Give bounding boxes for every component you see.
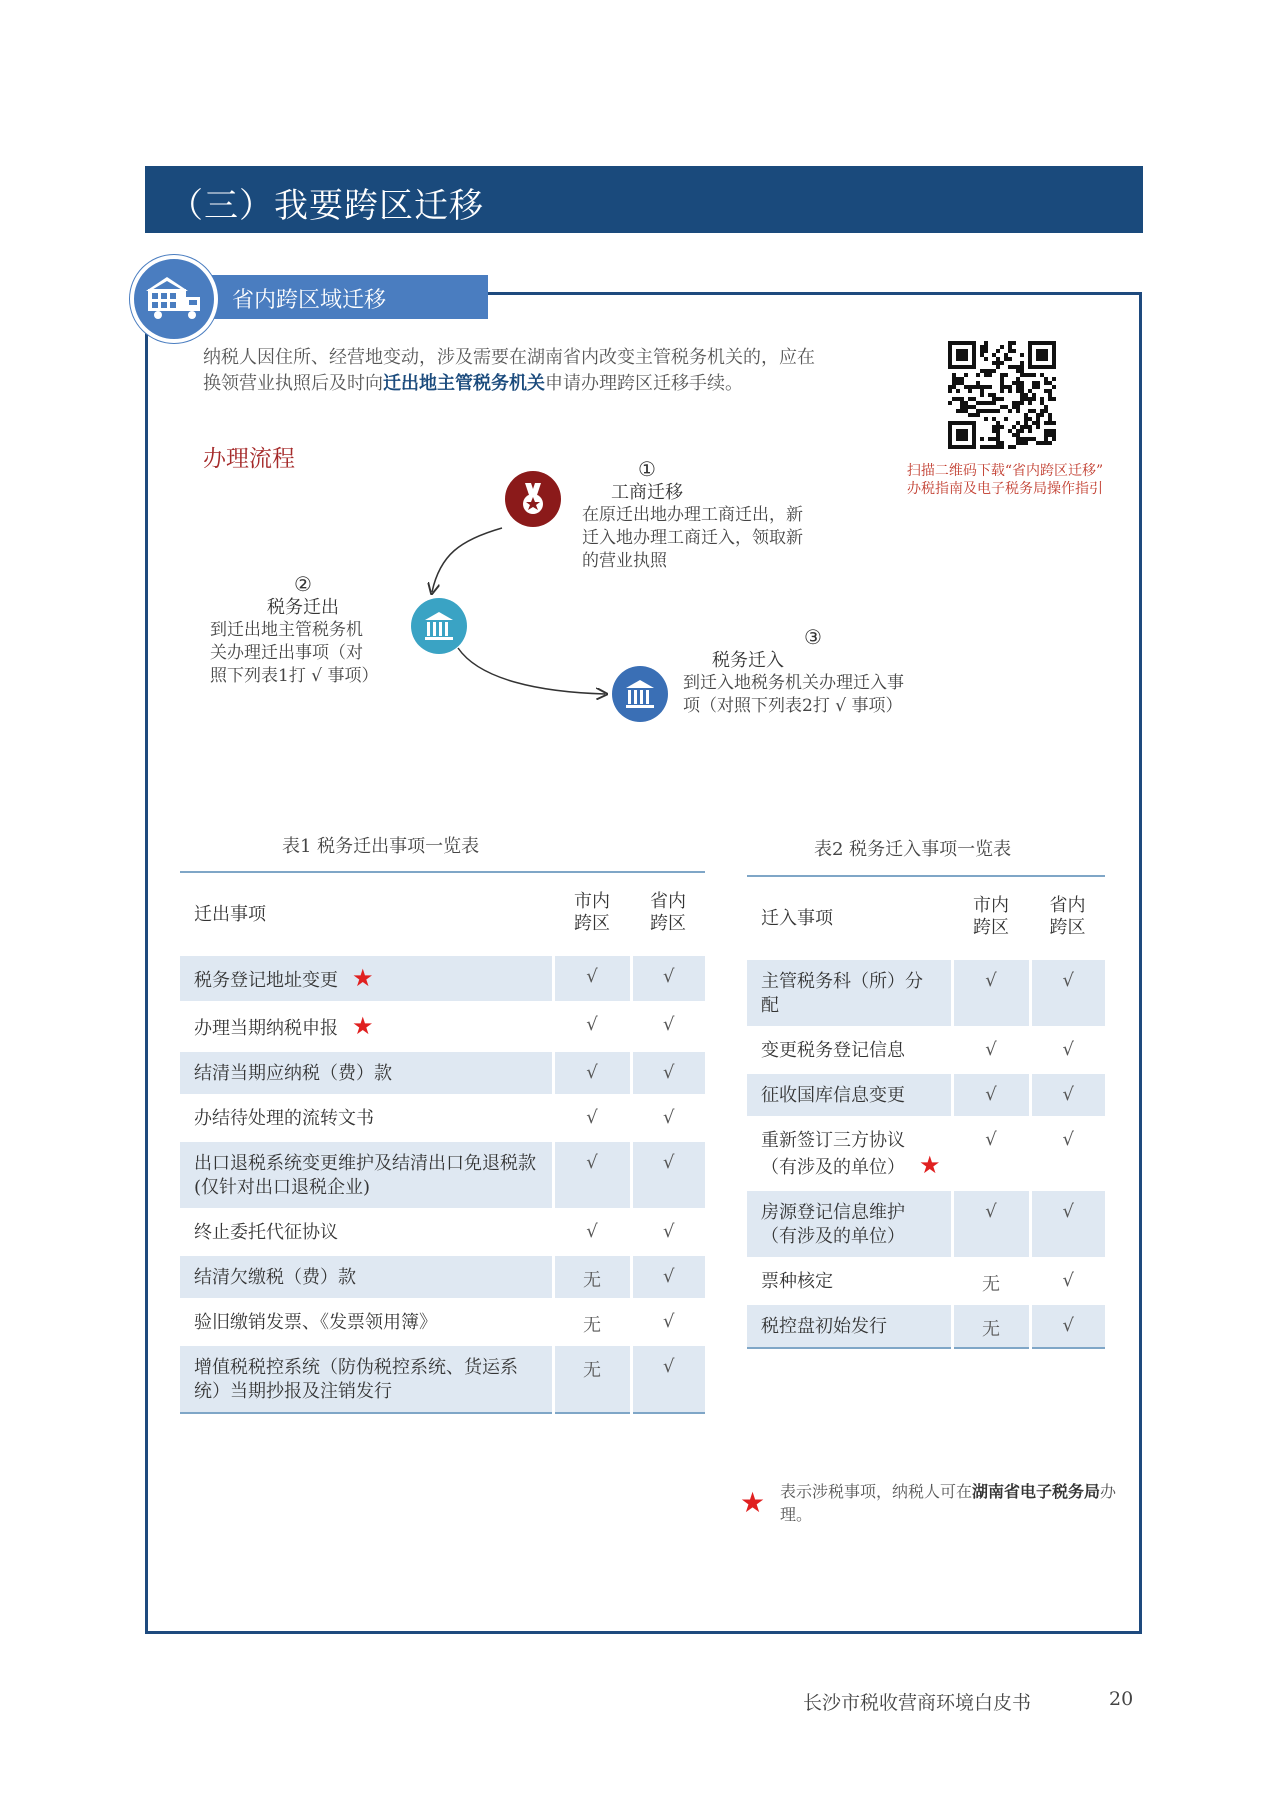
table-row [747,959,1105,1028]
footer-book-title: 长沙市税收营商环境白皮书 [803,1692,1032,1714]
table-row [180,1141,705,1210]
section-title: （三）我要跨区迁移 [169,186,484,226]
cell-city: 无 [553,1300,631,1345]
star-icon: ★ [352,1012,374,1040]
intro-text [203,345,903,397]
table1-header: 迁出事项 市内 跨区 省内 跨区 [180,872,705,955]
cell-city: √ [952,1190,1030,1259]
table-row [180,1300,705,1345]
row-item: 验旧缴销发票、《发票领用簿》 [180,1300,553,1345]
cell-prov: √ [631,1300,705,1345]
cell-prov: √ [631,1051,705,1096]
cell-prov: √ [1030,1259,1105,1304]
medal-icon [505,471,561,527]
legend-text: 表示涉税事项，纳税人可在湖南省电子税务局办理。 [780,1482,1117,1524]
row-item: 增值税税控系统（防伪税控系统、货运系统）当期抄报及注销发行 [180,1345,553,1414]
subsection-title: 省内跨区域迁移 [232,288,387,313]
cell-prov: √ [1030,1304,1105,1349]
row-item: 税务登记地址变更 ★ [180,955,553,1003]
cell-city: √ [952,1118,1030,1190]
table-row [747,1118,1105,1190]
header-city: 市内 跨区 [973,895,1009,938]
header-prov: 省内 跨区 [650,891,686,934]
table1 [180,871,705,1414]
bank-icon-outbound [411,598,467,654]
page-number: 20 [1109,1688,1134,1710]
row-item: 税控盘初始发行 [747,1304,952,1349]
header-prov: 省内 跨区 [1049,895,1086,938]
truck-warehouse-icon [130,255,218,343]
cell-prov: √ [1030,959,1105,1028]
step-2: ② 税务迁出 到迁出地主管税务机 关办理迁出事项（对 照下列表1打 √ 事项） [210,572,379,686]
intro-highlight: 迁出地主管税务机关 [383,373,545,394]
table-row [180,1051,705,1096]
table-row [180,955,705,1003]
row-item: 办理当期纳税申报 ★ [180,1003,553,1051]
row-item: 结清当期应纳税（费）款 [180,1051,553,1096]
cell-city: 无 [553,1255,631,1300]
cell-prov: √ [631,1255,705,1300]
row-item: 房源登记信息维护（有涉及的单位） [747,1190,952,1259]
cell-city: √ [553,1210,631,1255]
cell-prov: √ [631,1210,705,1255]
intro-line-1: 纳税人因住所、经营地变动，涉及需要在湖南省内改变主管税务机关的，应在 [203,347,815,368]
cell-city: 无 [553,1345,631,1414]
table-row [180,1210,705,1255]
table2-caption: 表2 税务迁入事项一览表 [814,839,1012,860]
legend-star-icon: ★ [740,1486,766,1519]
table-row [747,1190,1105,1259]
row-item: 结清欠缴税（费）款 [180,1255,553,1300]
row-item: 重新签订三方协议（有涉及的单位） ★ [747,1118,952,1190]
row-item: 征收国库信息变更 [747,1073,952,1118]
step-3: ③ 税务迁入 到迁入地税务机关办理迁入事 项（对照下列表2打 √ 事项） [683,625,904,716]
cell-city: √ [553,1096,631,1141]
cell-prov: √ [631,1003,705,1051]
cell-city: 无 [952,1304,1030,1349]
table-row [747,1028,1105,1073]
cell-city: √ [553,955,631,1003]
row-item: 出口退税系统变更维护及结清出口免退税款(仅针对出口退税企业) [180,1141,553,1210]
star-icon: ★ [352,964,374,992]
step-1: ① 工商迁移 在原迁出地办理工商迁出，新 迁入地办理工商迁入，领取新 的营业执照 [582,457,803,571]
table1-caption: 表1 税务迁出事项一览表 [282,836,480,857]
table2-header: 迁入事项 市内 跨区 省内 跨区 [747,876,1105,959]
subsection-banner [185,275,488,319]
cell-prov: √ [631,955,705,1003]
table-row [747,1304,1105,1349]
cell-city: √ [553,1141,631,1210]
cell-prov: √ [631,1141,705,1210]
cell-city: √ [952,1073,1030,1118]
table-row [747,1073,1105,1118]
intro-line-2: 换领营业执照后及时向迁出地主管税务机关申请办理跨区迁移手续。 [203,373,743,394]
row-item: 变更税务登记信息 [747,1028,952,1073]
cell-prov: √ [1030,1118,1105,1190]
row-item: 主管税务科（所）分配 [747,959,952,1028]
row-item: 票种核定 [747,1259,952,1304]
cell-prov: √ [631,1096,705,1141]
cell-city: √ [553,1003,631,1051]
section-banner [145,166,1143,233]
cell-city: √ [952,959,1030,1028]
cell-city: √ [553,1051,631,1096]
qr-code[interactable] [948,341,1056,449]
bank-icon-inbound [612,666,668,722]
table-row [180,1003,705,1051]
table-row [180,1096,705,1141]
cell-city: √ [952,1028,1030,1073]
cell-city: 无 [952,1259,1030,1304]
table-row [180,1255,705,1300]
cell-prov: √ [1030,1028,1105,1073]
star-icon: ★ [919,1151,941,1179]
flow-title: 办理流程 [203,446,295,472]
qr-caption: 扫描二维码下载“省内跨区迁移” 办税指南及电子税务局操作指引 [906,463,1104,497]
row-item: 终止委托代征协议 [180,1210,553,1255]
cell-prov: √ [1030,1190,1105,1259]
table-row [180,1345,705,1414]
cell-prov: √ [1030,1073,1105,1118]
header-city: 市内 跨区 [574,891,610,934]
table-row [747,1259,1105,1304]
table2 [747,875,1105,1349]
row-item: 办结待处理的流转文书 [180,1096,553,1141]
cell-prov: √ [631,1345,705,1414]
